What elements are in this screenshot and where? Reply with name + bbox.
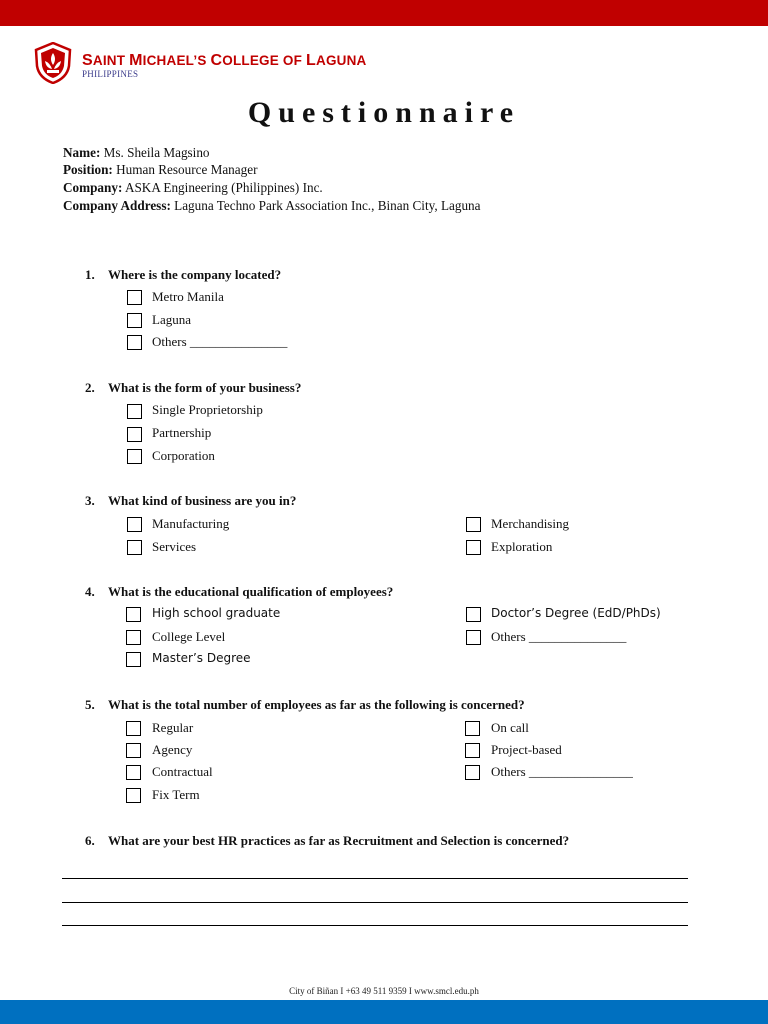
checkbox[interactable] [127,449,142,464]
checkbox[interactable] [127,404,142,419]
checkbox[interactable] [127,313,142,328]
option-label: Agency [152,742,193,757]
question-number: 5. [85,697,95,712]
option-label: High school graduate [152,606,281,620]
option-label: Project-based [491,742,562,757]
answer-line[interactable] [62,878,688,879]
checkbox[interactable] [465,765,480,780]
question-text: What is the total number of employees as far as the following is concerned? [108,697,525,712]
option-label: Fix Term [152,787,200,802]
school-crest-icon [33,42,73,84]
checkbox[interactable] [466,630,481,645]
option-label: College Level [152,629,226,644]
checkbox[interactable] [127,540,142,555]
option-label: Regular [152,720,194,735]
checkbox[interactable] [126,743,141,758]
checkbox[interactable] [465,721,480,736]
option-label: Services [152,539,197,554]
question-number: 1. [85,267,95,282]
question-text: Where is the company located? [108,267,282,282]
page-title: Questionnaire [247,96,521,129]
bottom-color-bar [0,1000,768,1024]
question-number: 3. [85,493,95,508]
option-label: Others _______________ [491,629,627,644]
checkbox[interactable] [127,335,142,350]
option-label: Others ________________ [491,764,633,779]
respondent-name: Name: Ms. Sheila Magsino [63,145,210,160]
option-label: Others _______________ [152,334,288,349]
question-number: 6. [85,833,95,848]
option-label: Doctor’s Degree (EdD/PhDs) [491,606,661,620]
option-label: Corporation [152,448,215,463]
checkbox[interactable] [127,290,142,305]
footer-contact: City of Biñan I +63 49 511 9359 I www.smcl.edu.ph [289,986,479,996]
question-number: 2. [85,380,95,395]
respondent-position: Position: Human Resource Manager [63,162,258,177]
checkbox[interactable] [126,765,141,780]
option-label: Single Proprietorship [152,402,263,417]
option-label: Master’s Degree [152,651,251,665]
school-country: PHILIPPINES [82,69,139,79]
checkbox[interactable] [466,540,481,555]
option-label: Merchandising [491,516,569,531]
option-label: Partnership [152,425,212,440]
question-text: What is the educational qualification of employees? [108,584,394,599]
answer-line[interactable] [62,902,688,903]
school-name: SAINT MICHAEL’S COLLEGE OF LAGUNA [82,52,367,69]
option-label: Metro Manila [152,289,224,304]
checkbox[interactable] [127,427,142,442]
checkbox[interactable] [126,788,141,803]
checkbox[interactable] [466,517,481,532]
checkbox[interactable] [126,652,141,667]
checkbox[interactable] [465,743,480,758]
checkbox[interactable] [127,517,142,532]
question-text: What is the form of your business? [108,380,302,395]
option-label: Contractual [152,764,213,779]
question-text: What kind of business are you in? [108,493,297,508]
question-number: 4. [85,584,95,599]
respondent-company: Company: ASKA Engineering (Philippines) Inc. [63,180,323,195]
checkbox[interactable] [466,607,481,622]
checkbox[interactable] [126,607,141,622]
option-label: On call [491,720,529,735]
question-text: What are your best HR practices as far as Recruitment and Selection is concerned? [108,833,570,848]
respondent-address: Company Address: Laguna Techno Park Association Inc., Binan City, Laguna [63,198,481,213]
option-label: Exploration [491,539,553,554]
answer-line[interactable] [62,925,688,926]
top-color-bar [0,0,768,26]
option-label: Laguna [152,312,191,327]
checkbox[interactable] [126,721,141,736]
option-label: Manufacturing [152,516,230,531]
checkbox[interactable] [126,630,141,645]
